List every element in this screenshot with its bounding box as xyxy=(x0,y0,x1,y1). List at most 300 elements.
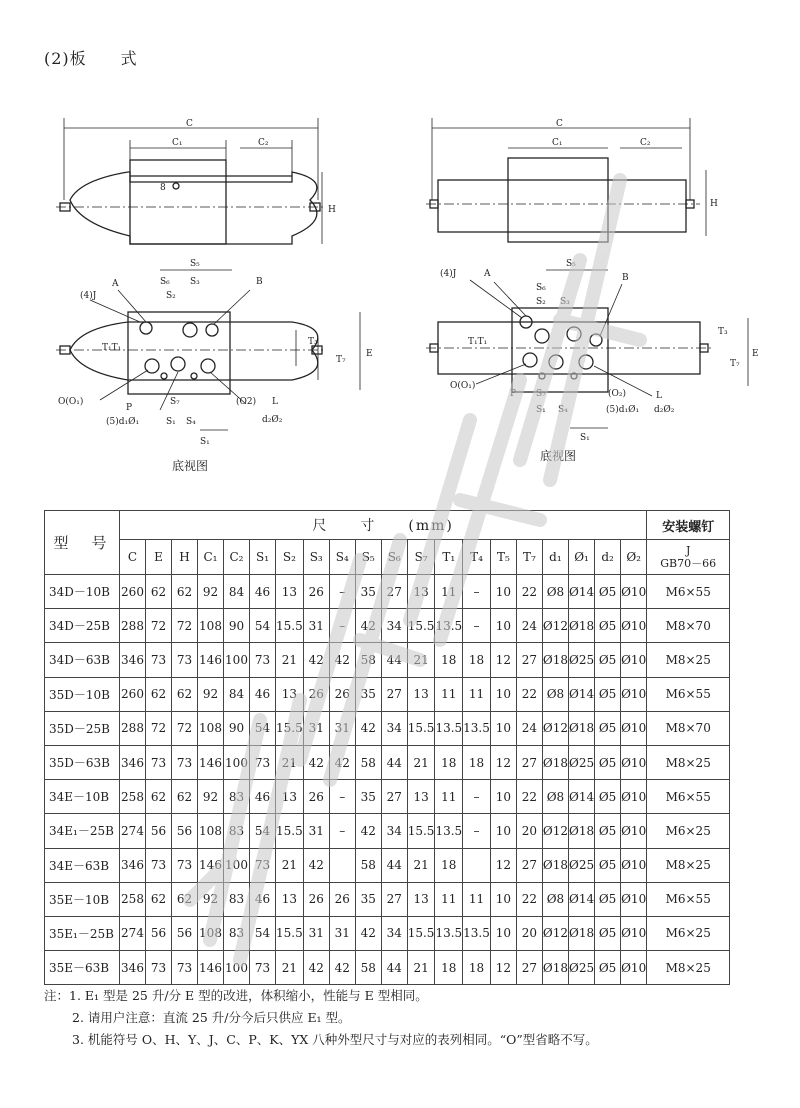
value-cell: 27 xyxy=(381,575,407,609)
label-d2-left: d₂Ø₂ xyxy=(262,415,283,425)
label-t3-right: T₃ xyxy=(718,327,728,337)
value-cell: 72 xyxy=(146,711,172,745)
value-cell: 13.5 xyxy=(435,814,463,848)
value-cell: Ø5 xyxy=(595,711,621,745)
value-cell: 73 xyxy=(146,745,172,779)
value-cell: 18 xyxy=(435,848,463,882)
value-cell: 10 xyxy=(490,575,516,609)
label-c-right: C xyxy=(556,119,563,129)
value-cell: Ø12 xyxy=(542,609,568,643)
bolt-cell: M8×70 xyxy=(647,609,730,643)
value-cell: Ø10 xyxy=(621,677,647,711)
label-t3-left: T₃ xyxy=(308,337,318,347)
value-cell: 34 xyxy=(381,814,407,848)
table-row xyxy=(45,780,730,814)
value-cell: 54 xyxy=(250,814,276,848)
value-cell: 13.5 xyxy=(463,916,491,950)
value-cell: Ø10 xyxy=(621,609,647,643)
value-cell: 260 xyxy=(120,677,146,711)
value-cell: – xyxy=(463,814,491,848)
value-cell: 42 xyxy=(329,951,355,985)
column-header: S₄ xyxy=(329,540,355,575)
value-cell: 62 xyxy=(146,780,172,814)
value-cell: – xyxy=(463,575,491,609)
value-cell: 56 xyxy=(146,814,172,848)
label-b-right: B xyxy=(622,273,629,283)
value-cell: 12 xyxy=(490,643,516,677)
table-row xyxy=(45,951,730,985)
value-cell: 22 xyxy=(516,780,542,814)
value-cell: 27 xyxy=(516,951,542,985)
value-cell: 15.5 xyxy=(276,814,304,848)
value-cell: 42 xyxy=(355,916,381,950)
label-s6-left: S₆ xyxy=(160,277,170,287)
value-cell: 11 xyxy=(463,677,491,711)
column-header: C₂ xyxy=(224,540,250,575)
value-cell: 62 xyxy=(172,677,198,711)
label-c2-right: C₂ xyxy=(640,138,651,148)
bolt-sub1: J xyxy=(685,544,691,557)
value-cell: 56 xyxy=(146,916,172,950)
column-header: d₁ xyxy=(542,540,568,575)
value-cell: 13 xyxy=(276,882,304,916)
label-d2-right: d₂Ø₂ xyxy=(654,405,675,415)
value-cell: 13.5 xyxy=(435,609,463,643)
label-s1a-right: S₁ xyxy=(536,405,546,415)
model-cell: 34E₁－25B xyxy=(45,814,120,848)
label-s7-left: S₇ xyxy=(170,397,180,407)
label-c1-right: C₁ xyxy=(552,138,563,148)
value-cell: 13.5 xyxy=(435,711,463,745)
value-cell: 15.5 xyxy=(407,711,435,745)
value-cell: 44 xyxy=(381,951,407,985)
value-cell: Ø12 xyxy=(542,916,568,950)
table-row xyxy=(45,609,730,643)
value-cell: 24 xyxy=(516,711,542,745)
value-cell: 15.5 xyxy=(407,916,435,950)
port-p-right xyxy=(523,353,537,367)
value-cell: Ø10 xyxy=(621,643,647,677)
column-header: T₇ xyxy=(516,540,542,575)
label-d1-left: (5)d₁Ø₁ xyxy=(106,417,140,427)
column-header: T₁ xyxy=(435,540,463,575)
value-cell: 21 xyxy=(407,848,435,882)
label-a-right: A xyxy=(484,269,491,279)
value-cell: 288 xyxy=(120,609,146,643)
label-o-left: O(O₁) xyxy=(58,397,84,407)
value-cell: – xyxy=(463,780,491,814)
value-cell: 146 xyxy=(198,848,224,882)
value-cell: 83 xyxy=(224,780,250,814)
value-cell: Ø18 xyxy=(542,643,568,677)
label-d1-right: (5)d₁Ø₁ xyxy=(606,405,640,415)
value-cell: 42 xyxy=(355,814,381,848)
right-side-view-body xyxy=(438,180,686,232)
value-cell: 73 xyxy=(250,951,276,985)
label-s5-right: S₅ xyxy=(566,259,576,269)
value-cell: 31 xyxy=(303,916,329,950)
value-cell: 13 xyxy=(407,575,435,609)
note-2: 2. 请用户注意：直流 25 升/分今后只供应 E₁ 型。 xyxy=(72,1010,351,1025)
value-cell: 35 xyxy=(355,575,381,609)
value-cell: 26 xyxy=(303,575,329,609)
bolt-cell: M8×25 xyxy=(647,848,730,882)
value-cell: 46 xyxy=(250,780,276,814)
table-body xyxy=(45,575,730,985)
model-cell: 35D－25B xyxy=(45,711,120,745)
column-header: H xyxy=(172,540,198,575)
value-cell: Ø10 xyxy=(621,916,647,950)
value-cell: 13 xyxy=(407,780,435,814)
label-s4-right: S₄ xyxy=(558,405,568,415)
model-cell: 34D－25B xyxy=(45,609,120,643)
label-s1b-left: S₁ xyxy=(200,437,210,447)
value-cell: 146 xyxy=(198,951,224,985)
value-cell: 274 xyxy=(120,916,146,950)
column-header: T₄ xyxy=(463,540,491,575)
value-cell: 44 xyxy=(381,745,407,779)
value-cell: 10 xyxy=(490,711,516,745)
label-o-right: O(O₁) xyxy=(450,381,476,391)
value-cell: 11 xyxy=(435,677,463,711)
table-row xyxy=(45,848,730,882)
column-header: S₁ xyxy=(250,540,276,575)
value-cell: 18 xyxy=(435,745,463,779)
value-cell: 21 xyxy=(276,643,304,677)
bolt-cell: M6×25 xyxy=(647,814,730,848)
value-cell: 72 xyxy=(172,711,198,745)
caption-bottom-view-right: 底视图 xyxy=(540,449,577,463)
bolt-subheader xyxy=(647,540,730,575)
value-cell: 46 xyxy=(250,882,276,916)
value-cell: 42 xyxy=(303,848,329,882)
column-header: E xyxy=(146,540,172,575)
value-cell: Ø14 xyxy=(568,677,594,711)
value-cell: 18 xyxy=(435,643,463,677)
value-cell: – xyxy=(463,609,491,643)
column-header: C xyxy=(120,540,146,575)
value-cell: 15.5 xyxy=(407,814,435,848)
value-cell: Ø18 xyxy=(568,814,594,848)
table-row xyxy=(45,643,730,677)
label-s3-right: S₃ xyxy=(560,297,570,307)
value-cell: Ø8 xyxy=(542,780,568,814)
value-cell: 258 xyxy=(120,882,146,916)
value-cell: 92 xyxy=(198,882,224,916)
label-p-right: P xyxy=(510,389,517,399)
value-cell: Ø10 xyxy=(621,780,647,814)
value-cell: 27 xyxy=(516,643,542,677)
value-cell: 13 xyxy=(276,780,304,814)
value-cell: 346 xyxy=(120,643,146,677)
value-cell: 20 xyxy=(516,814,542,848)
value-cell: 27 xyxy=(516,848,542,882)
column-header: Ø₂ xyxy=(621,540,647,575)
value-cell: 58 xyxy=(355,745,381,779)
value-cell: 346 xyxy=(120,951,146,985)
value-cell: Ø10 xyxy=(621,711,647,745)
label-j-left: (4)J xyxy=(80,291,97,301)
value-cell: Ø25 xyxy=(568,745,594,779)
value-cell: 26 xyxy=(329,882,355,916)
value-cell: Ø5 xyxy=(595,643,621,677)
value-cell: 58 xyxy=(355,848,381,882)
model-cell: 34D－63B xyxy=(45,643,120,677)
value-cell: 26 xyxy=(329,677,355,711)
value-cell: 12 xyxy=(490,951,516,985)
value-cell: 44 xyxy=(381,848,407,882)
value-cell: 11 xyxy=(435,882,463,916)
bolt-cell: M6×25 xyxy=(647,916,730,950)
value-cell: Ø5 xyxy=(595,745,621,779)
value-cell: Ø18 xyxy=(542,745,568,779)
value-cell: 346 xyxy=(120,745,146,779)
caption-bottom-view-left: 底视图 xyxy=(172,459,209,473)
value-cell: 62 xyxy=(146,677,172,711)
model-cell: 35D－63B xyxy=(45,745,120,779)
value-cell: Ø5 xyxy=(595,882,621,916)
value-cell: 13 xyxy=(276,575,304,609)
value-cell: Ø18 xyxy=(568,711,594,745)
port-a-left xyxy=(140,322,152,334)
value-cell: 62 xyxy=(172,882,198,916)
value-cell: 90 xyxy=(224,609,250,643)
value-cell: 15.5 xyxy=(407,609,435,643)
model-cell: 35E－10B xyxy=(45,882,120,916)
value-cell: 13.5 xyxy=(463,711,491,745)
value-cell xyxy=(463,848,491,882)
value-cell: 21 xyxy=(276,848,304,882)
model-cell: 35E₁－25B xyxy=(45,916,120,950)
column-header: Ø₁ xyxy=(568,540,594,575)
value-cell: Ø8 xyxy=(542,882,568,916)
label-h-right: H xyxy=(710,199,718,209)
value-cell: 11 xyxy=(463,882,491,916)
value-cell: 258 xyxy=(120,780,146,814)
value-cell: 58 xyxy=(355,643,381,677)
value-cell: Ø14 xyxy=(568,575,594,609)
model-cell: 34E－63B xyxy=(45,848,120,882)
value-cell: Ø12 xyxy=(542,711,568,745)
value-cell: 56 xyxy=(172,916,198,950)
value-cell: 73 xyxy=(146,951,172,985)
value-cell: 83 xyxy=(224,916,250,950)
value-cell: 31 xyxy=(303,609,329,643)
column-header: C₁ xyxy=(198,540,224,575)
label-s2-left: S₂ xyxy=(166,291,176,301)
value-cell: 12 xyxy=(490,848,516,882)
value-cell: 46 xyxy=(250,575,276,609)
value-cell: Ø5 xyxy=(595,780,621,814)
value-cell: 42 xyxy=(303,951,329,985)
value-cell: 18 xyxy=(463,951,491,985)
label-t7-right: T₇ xyxy=(730,359,740,369)
value-cell: 34 xyxy=(381,711,407,745)
value-cell: 58 xyxy=(355,951,381,985)
value-cell: Ø10 xyxy=(621,848,647,882)
value-cell: – xyxy=(329,609,355,643)
value-cell: 108 xyxy=(198,609,224,643)
column-header: S₅ xyxy=(355,540,381,575)
value-cell: Ø14 xyxy=(568,780,594,814)
value-cell: Ø12 xyxy=(542,814,568,848)
value-cell: 42 xyxy=(303,745,329,779)
value-cell: 108 xyxy=(198,916,224,950)
value-cell: Ø10 xyxy=(621,575,647,609)
label-s3-left: S₃ xyxy=(190,277,200,287)
bolt-cell: M8×25 xyxy=(647,643,730,677)
value-cell: 92 xyxy=(198,677,224,711)
value-cell: 54 xyxy=(250,916,276,950)
dimension-table xyxy=(44,510,730,985)
dims-header: 尺 寸 (mm) xyxy=(120,511,647,540)
value-cell: 31 xyxy=(329,916,355,950)
value-cell: 10 xyxy=(490,882,516,916)
value-cell: Ø5 xyxy=(595,848,621,882)
value-cell: 73 xyxy=(250,745,276,779)
value-cell: Ø18 xyxy=(568,916,594,950)
label-t7-left: T₇ xyxy=(336,355,346,365)
value-cell: 34 xyxy=(381,609,407,643)
value-cell: 27 xyxy=(381,780,407,814)
bolt-cell: M6×55 xyxy=(647,780,730,814)
value-cell: Ø5 xyxy=(595,677,621,711)
column-header: T₅ xyxy=(490,540,516,575)
value-cell: 24 xyxy=(516,609,542,643)
value-cell: 27 xyxy=(516,745,542,779)
label-l-left: L xyxy=(272,397,278,407)
value-cell: 34 xyxy=(381,916,407,950)
note-3: 3. 机能符号 O、H、Y、J、C、P、K、YX 八种外型尺寸与对应的表列相同。“O”型省略不写。 xyxy=(72,1032,598,1047)
value-cell: Ø25 xyxy=(568,951,594,985)
bolt-cell: M6×55 xyxy=(647,677,730,711)
value-cell: 13.5 xyxy=(435,916,463,950)
value-cell: 26 xyxy=(303,780,329,814)
value-cell: 15.5 xyxy=(276,916,304,950)
value-cell: – xyxy=(329,575,355,609)
value-cell: 146 xyxy=(198,745,224,779)
value-cell: Ø5 xyxy=(595,575,621,609)
value-cell: Ø5 xyxy=(595,916,621,950)
value-cell: 18 xyxy=(463,643,491,677)
section-title: (2)板 式 xyxy=(44,49,138,68)
value-cell: 42 xyxy=(355,609,381,643)
value-cell: 274 xyxy=(120,814,146,848)
label-t1-right: T₁T₁ xyxy=(468,337,488,347)
model-cell: 34D－10B xyxy=(45,575,120,609)
value-cell: 35 xyxy=(355,780,381,814)
value-cell: 31 xyxy=(329,711,355,745)
value-cell: Ø5 xyxy=(595,951,621,985)
bolt-cell: M8×25 xyxy=(647,951,730,985)
value-cell: 90 xyxy=(224,711,250,745)
label-h-left: H xyxy=(328,205,336,215)
value-cell: 288 xyxy=(120,711,146,745)
value-cell xyxy=(329,848,355,882)
label-c2-left: C₂ xyxy=(258,138,269,148)
value-cell: 73 xyxy=(172,951,198,985)
value-cell: Ø18 xyxy=(542,951,568,985)
column-header-row xyxy=(45,540,730,575)
notes xyxy=(44,985,598,1051)
value-cell: 13 xyxy=(407,882,435,916)
value-cell: 18 xyxy=(435,951,463,985)
value-cell: 62 xyxy=(172,780,198,814)
value-cell: 10 xyxy=(490,780,516,814)
value-cell: 100 xyxy=(224,848,250,882)
label-p-left: P xyxy=(126,403,133,413)
table-row xyxy=(45,916,730,950)
model-cell: 35E－63B xyxy=(45,951,120,985)
value-cell: Ø14 xyxy=(568,882,594,916)
value-cell: 146 xyxy=(198,643,224,677)
value-cell: 10 xyxy=(490,916,516,950)
value-cell: – xyxy=(329,780,355,814)
model-cell: 35D－10B xyxy=(45,677,120,711)
label-s2-right: S₂ xyxy=(536,297,546,307)
value-cell: 10 xyxy=(490,677,516,711)
label-s6-right: S₆ xyxy=(536,283,546,293)
value-cell: 21 xyxy=(407,951,435,985)
value-cell: 73 xyxy=(172,745,198,779)
label-s5-left: S₅ xyxy=(190,259,200,269)
value-cell: 62 xyxy=(146,882,172,916)
value-cell: 100 xyxy=(224,643,250,677)
value-cell: 44 xyxy=(381,643,407,677)
value-cell: 346 xyxy=(120,848,146,882)
value-cell: 108 xyxy=(198,711,224,745)
value-cell: 12 xyxy=(490,745,516,779)
value-cell: 42 xyxy=(329,643,355,677)
value-cell: 54 xyxy=(250,609,276,643)
value-cell: Ø10 xyxy=(621,882,647,916)
value-cell: Ø8 xyxy=(542,575,568,609)
value-cell: 100 xyxy=(224,951,250,985)
value-cell: 92 xyxy=(198,780,224,814)
value-cell: 13 xyxy=(407,677,435,711)
value-cell: 100 xyxy=(224,745,250,779)
value-cell: 21 xyxy=(407,745,435,779)
value-cell: 21 xyxy=(276,745,304,779)
value-cell: 21 xyxy=(276,951,304,985)
value-cell: Ø10 xyxy=(621,814,647,848)
label-e-left: E xyxy=(366,349,373,359)
column-header: S₃ xyxy=(303,540,329,575)
value-cell: Ø10 xyxy=(621,745,647,779)
value-cell: 35 xyxy=(355,677,381,711)
model-header: 型 号 xyxy=(45,511,120,575)
value-cell: 26 xyxy=(303,882,329,916)
value-cell: 83 xyxy=(224,814,250,848)
label-s1a-left: S₁ xyxy=(166,417,176,427)
value-cell: 18 xyxy=(463,745,491,779)
model-cell: 34E－10B xyxy=(45,780,120,814)
value-cell: 42 xyxy=(329,745,355,779)
label-j-right: (4)J xyxy=(440,269,457,279)
value-cell: 35 xyxy=(355,882,381,916)
table-row xyxy=(45,882,730,916)
label-c1-left: C₁ xyxy=(172,138,183,148)
left-side-view-center-block xyxy=(130,160,226,244)
table-row xyxy=(45,814,730,848)
bolt-header: 安装螺钉 xyxy=(647,511,730,540)
dimension-drawings xyxy=(0,0,800,500)
value-cell: 73 xyxy=(146,643,172,677)
value-cell: 11 xyxy=(435,780,463,814)
value-cell: 108 xyxy=(198,814,224,848)
value-cell: 62 xyxy=(172,575,198,609)
value-cell: 27 xyxy=(381,882,407,916)
